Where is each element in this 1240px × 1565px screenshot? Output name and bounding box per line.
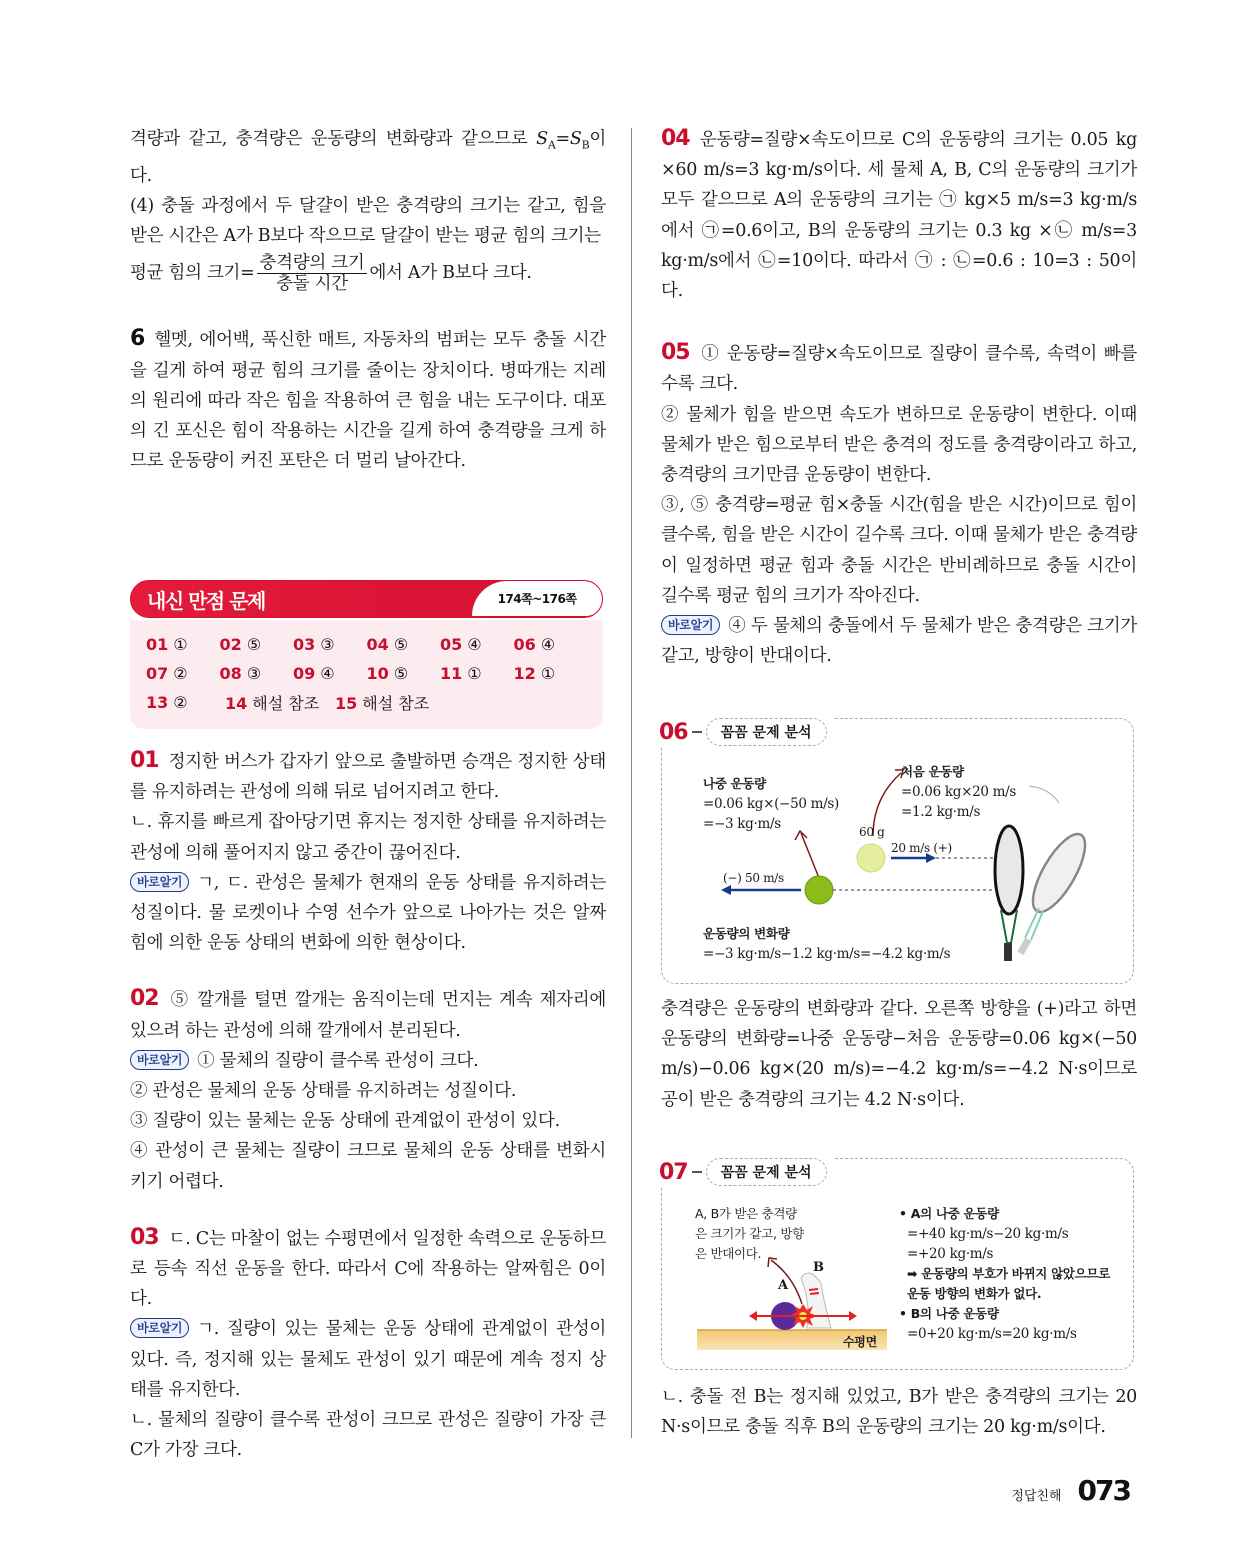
explanation-line: ③, ⑤ 충격량=평균 힘×충돌 시간(힘을 받은 시간)이므로 힘이 클수록, 힘을 받은 시간이 길수록 크다. 이때 물체가 받은 충격량이 일정하면 평균 힘과 충돌 시간은 반비례하므로 충돌 시간이 길수록 평균 힘의 크기가 작아진다. (661, 495, 1137, 606)
left-column (130, 124, 606, 476)
item-text: ㄴ. 휴지를 빠르게 잡아당기면 휴지는 정지한 상태를 유지하려는 관성에 의해 풀어지지 않고 중간이 끊어진다. (130, 812, 606, 863)
continued-explanation: 격량과 같고, 충격량은 운동량의 변화량과 같으므로 $S_A=S_B$이다. (130, 129, 606, 186)
impulse-note: A, B가 받은 충격량 은 크기가 같고, 방향 은 반대이다. (695, 1206, 804, 1261)
answer-item: 08 ③ (219, 664, 262, 683)
mass-label: 60 g (859, 825, 885, 839)
question-6: 6 헬멧, 에어백, 푹신한 매트, 자동차의 범퍼는 모두 충돌 시간을 길게 하여 평균 힘의 크기를 줄이는 장치이다. 병따개는 지레의 원리에 따라 작은 힘을 작용하여 큰 힘을 내는 도구이다. 대포의 긴 포신은 힘이 작용하는 시간을 길게 하여 충격량을 크게 하므로 운동량이 커진 포탄은 더 멀리 날아간다. (130, 326, 606, 472)
question-07-analysis (661, 1158, 1134, 1370)
correction: 바로알기 ① 물체의 질량이 클수록 관성이 크다. (130, 1046, 606, 1076)
question-01: 01 정지한 버스가 갑자기 앞으로 출발하면 승객은 정지한 상태를 유지하려는 관성에 의해 뒤로 넘어지려고 한다. (130, 748, 606, 803)
ball-a-label: A (778, 1278, 788, 1293)
answer-item: 14 해설 참조 (225, 694, 320, 713)
question-06-analysis (661, 718, 1134, 984)
outgoing-velocity-label: (−) 50 m/s (723, 871, 784, 885)
average-force-formula: 평균 힘의 크기= $\frac{\text{충격량의 크기}}{\text{충돌 시간}}$ 에서 A가 B보다 크다. (130, 253, 532, 295)
analysis-tag: 꼼꼼 문제 분석 (706, 718, 827, 746)
correction-badge: 바로알기 (661, 615, 720, 635)
answer-item: 09 ④ (293, 664, 335, 683)
question-number: 01 (130, 748, 159, 773)
question-number: 04 (661, 126, 690, 151)
answer-row (146, 630, 587, 659)
correction-line: ② 관성은 물체의 운동 상태를 유지하려는 성질이다. (130, 1081, 517, 1102)
answer-item: 04 ⑤ (366, 635, 409, 654)
page-footer (1011, 1474, 1130, 1507)
pin-b-label: B (813, 1260, 824, 1275)
answer-row (146, 659, 587, 688)
correction-line: ③ 질량이 있는 물체는 운동 상태에 관계없이 관성이 있다. (130, 1111, 560, 1132)
correction: 바로알기 ㄱ, ㄷ. 관성은 물체가 현재의 운동 상태를 유지하려는 성질이다. 물 로켓이나 수영 선수가 앞으로 나아가는 것은 알짜힘에 의한 운동 상태의 변화에 의한 현상이다. (130, 872, 606, 954)
question-number: 06 (659, 719, 688, 745)
summary-banner (130, 580, 603, 618)
analysis-tag: 꼼꼼 문제 분석 (706, 1158, 827, 1186)
question-02: 02 ⑤ 깔개를 털면 깔개는 움직이는데 먼지는 계속 제자리에 있으려 하는 관성에 의해 깔개에서 분리된다. (130, 986, 606, 1041)
correction-badge: 바로알기 (130, 1318, 189, 1338)
question-05: 05 ① 운동량=질량×속도이므로 질량이 클수록, 속력이 빠를수록 크다. (661, 340, 1137, 395)
answer-item: 06 ④ (513, 635, 556, 654)
answer-grid (130, 620, 603, 729)
surface-label: 수평면 (843, 1335, 877, 1349)
right-column (661, 124, 1137, 671)
answer-item: 05 ④ (440, 635, 482, 654)
page-number: 073 (1077, 1474, 1130, 1507)
explanation-line: ② 물체가 힘을 받으면 속도가 변하므로 운동량이 변한다. 이때 물체가 받은 힘으로부터 받은 충격의 정도를 충격량이라고 하고, 충격량의 크기만큼 운동량이 변한다. (661, 404, 1137, 486)
question-number: 03 (130, 1224, 159, 1250)
question-06-text: 충격량은 운동량의 변화량과 같다. 오른쪽 방향을 (+)라고 하면 운동량의 변화량=나중 운동량−처음 운동량=0.06 kg×(−50 m/s)−0.06 kg×(20 m/s)=−4.2 kg·m/s=−4.2 N·s이므로 공이 받은 충격량의 크기는 4.2 N·s이다. (661, 999, 1137, 1110)
correction: 바로알기 ④ 두 물체의 충돌에서 두 물체가 받은 충격량은 크기가 같고, 방향이 반대이다. (661, 616, 1137, 667)
question-07-text: ㄴ. 충돌 전 B는 정지해 있었고, B가 받은 충격량의 크기는 20 N·s이므로 충돌 직후 B의 운동량의 크기는 20 kg·m/s이다. (661, 1387, 1137, 1438)
momentum-change-label: 운동량의 변화량 =−3 kg·m/s−1.2 kg·m/s=−4.2 kg·m/s (703, 926, 951, 962)
answer-item: 03 ③ (293, 635, 335, 654)
left-column-lower (130, 746, 606, 1465)
correction-badge: 바로알기 (130, 1050, 189, 1070)
question-number: 02 (130, 986, 159, 1012)
final-momentum-label: 나중 운동량 =0.06 kg×(−50 m/s) =−3 kg·m/s (703, 776, 839, 832)
summary-title: 내신 만점 문제 (147, 589, 265, 613)
question-number: 6 (130, 326, 145, 352)
question-03: 03 ㄷ. C는 마찰이 없는 수평면에서 일정한 속력으로 운동하므로 등속 직선 운동을 한다. 따라서 C에 작용하는 알짜힘은 0이다. (130, 1224, 606, 1310)
momentum-calculation: • A의 나중 운동량 =+40 kg·m/s−20 kg·m/s =+20 kg·m/s ➡ 운동량의 부호가 바뀌지 않았으므로 운동 방향의 변화가 없다. • B의 나중 운동량 =0+20 kg·m/s=20 kg·m/s (899, 1206, 1111, 1342)
answer-item: 13 ② (146, 693, 188, 712)
question-04: 04 운동량=질량×속도이므로 C의 운동량의 크기는 0.05 kg ×60 m/s=3 kg·m/s이다. 세 물체 A, B, C의 운동량의 크기가 모두 같으므로 A의 운동량의 크기는 ㉠ kg×5 m/s=3 kg·m/s에서 ㉠=0.6이고, B의 운동량의 크기는 0.3 kg ×㉡ m/s=3 kg·m/s에서 ㉡=10이다. 따라서 ㉠ : ㉡=0.6 : 10=3 : 50이다. (661, 126, 1137, 302)
column-divider (631, 128, 632, 1438)
section-label: 정답친해 (1011, 1489, 1062, 1504)
fraction: $\frac{\text{충격량의 크기}}{\text{충돌 시간}}$ (257, 253, 368, 294)
answer-item: 07 ② (146, 664, 188, 683)
correction-badge: 바로알기 (130, 872, 189, 892)
correction-line: ④ 관성이 큰 물체는 질량이 크므로 물체의 운동 상태를 변화시키기 어렵다. (130, 1141, 606, 1192)
answer-summary-box (130, 580, 603, 729)
answer-item: 11 ① (440, 664, 482, 683)
correction: 바로알기 ㄱ. 질량이 있는 물체는 운동 상태에 관계없이 관성이 있다. 즉, 정지해 있는 물체도 관성이 있기 때문에 계속 정지 상태를 유지한다. (130, 1319, 606, 1400)
page-range: 174쪽~176쪽 (472, 581, 602, 616)
answer-item: 12 ① (513, 664, 556, 683)
incoming-velocity-label: 20 m/s (+) (891, 841, 952, 855)
item-text: ㄴ. 물체의 질량이 클수록 관성이 크므로 관성은 질량이 가장 큰 C가 가장 크다. (130, 1410, 606, 1461)
answer-item: 02 ⑤ (219, 635, 262, 654)
answer-item: 01 ① (146, 635, 188, 654)
question-number: 05 (661, 340, 690, 366)
answer-row (146, 688, 587, 717)
answer-item: 15 해설 참조 (335, 694, 430, 713)
answer-item: 10 ⑤ (366, 664, 409, 683)
part-4-text: (4) 충돌 과정에서 두 달걀이 받은 충격량의 크기는 같고, 힘을 받은 시간은 A가 B보다 작으므로 달걀이 받는 평균 힘의 크기는 (130, 195, 606, 247)
question-number: 07 (659, 1159, 688, 1185)
initial-momentum-label: 처음 운동량 =0.06 kg×20 m/s =1.2 kg·m/s (901, 764, 1017, 820)
